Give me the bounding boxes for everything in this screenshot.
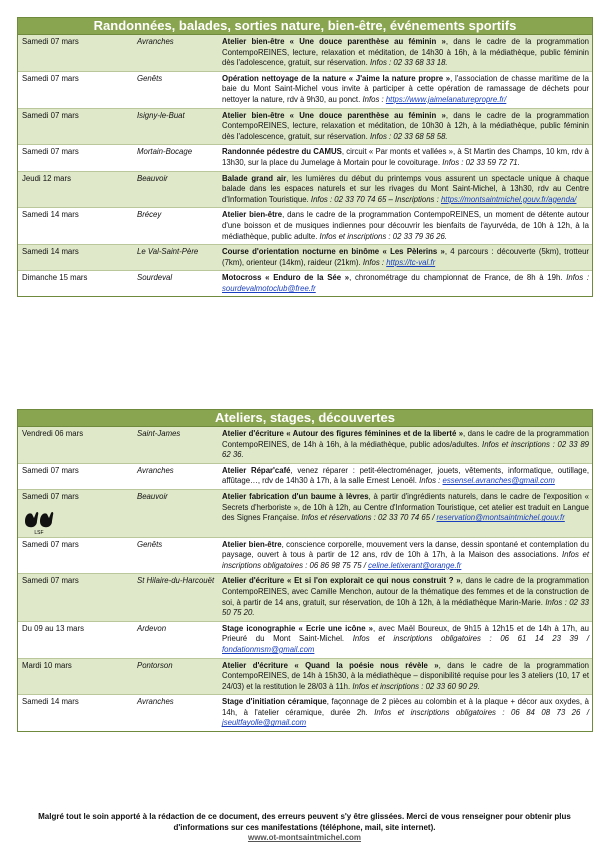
event-date: Samedi 07 mars [22, 73, 79, 83]
event-date-cell [18, 35, 133, 71]
lsf-label: LSF [34, 529, 44, 535]
event-text: , chronométrage du championnat de France, de 8h à 19h. [349, 273, 567, 283]
event-date: Samedi 07 mars [22, 37, 79, 46]
event-town: Sourdeval [133, 271, 218, 297]
event-text: , les lumières du début du printemps vous assurent un spectacle unique à chaque balade dans les espaces naturels et sur les rivages du Mont Saint-Michel, à 13h30, rdv au Centre d'Information Touristique. [222, 173, 589, 204]
event-date-cell [18, 658, 133, 695]
event-description [218, 489, 592, 537]
event-date: Mardi 10 mars [22, 660, 72, 670]
event-text: , l'association de chasse maritime de la baie du Mont Saint-Michel vous invite à participer à cette opération de ramassage de déchets pour nettoyer la nature, rdv à 9h30, au ponct. [222, 73, 589, 104]
event-town: Avranches [133, 695, 218, 731]
event-text: , dans le cadre de la programmation ContempoREINES, de 14h à 16h, à la médiathèque, public ados/adultes. [222, 429, 589, 449]
event-title: Opération nettoyage de la nature « J'aime la nature propre » [222, 73, 451, 83]
event-info: Infos : 02 33 59 72 71. [442, 157, 520, 167]
section-title: Randonnées, balades, sorties nature, bien-être, événements sportifs [18, 18, 592, 35]
event-town: Beauvoir [133, 171, 218, 208]
sign-language-icon [22, 509, 56, 535]
event-info: Infos et réservations : 02 33 70 74 65 / [301, 513, 437, 523]
event-date: Samedi 07 mars [22, 465, 79, 475]
event-title: Atelier bien-être « Une douce parenthèse au féminin » [222, 37, 446, 46]
event-title: Atelier bien-être [222, 210, 283, 220]
event-town: Avranches [133, 463, 218, 489]
event-title: Atelier bien-être [222, 539, 282, 549]
event-info: Infos et inscriptions : 02 33 79 36 26. [319, 231, 447, 241]
event-description [218, 537, 592, 574]
event-info: Infos : 02 33 70 74 65 – Inscriptions : [310, 194, 441, 204]
event-town: Ardevon [133, 621, 218, 658]
event-town: Genêts [133, 71, 218, 108]
event-description [218, 271, 592, 297]
event-text: , dans le cadre de la programmation ContempoREINES, lecture, relaxation et méditation, de 14h30 à 16h, à la médiathèque, public féminin dès l'adolescence, gratuit, sur réservation. [222, 37, 589, 68]
table-row [18, 171, 592, 208]
table-row [18, 71, 592, 108]
event-link[interactable]: fondationmsm@gmail.com [222, 644, 315, 654]
event-date-cell [18, 108, 133, 145]
event-description [218, 108, 592, 145]
event-text: , circuit « Par monts et vallées », à St Martin des Champs, 10 km, rdv à 13h30, sur la place du Jumelage à Mortain pour le covoiturage. [222, 147, 589, 167]
event-title: Course d'orientation nocturne en binôme « Les Pèlerins » [222, 247, 445, 257]
event-title: Balade grand air [222, 173, 287, 183]
disclaimer-text: Malgré tout le soin apporté à la rédaction de ce document, des erreurs peuvent s'y être glissées. Merci de vous renseigner pour obtenir plus d'informations sur ces manifestations (téléphone, mail, site internet). [38, 812, 571, 832]
event-info: Infos et inscriptions obligatoires : 06 86 98 75 75 / [222, 550, 589, 570]
event-info: Infos : [419, 476, 443, 486]
event-title: Atelier d'écriture « Quand la poésie nous révèle » [222, 660, 439, 670]
event-link[interactable]: jseultfayolle@gmail.com [222, 718, 307, 728]
event-title: Stage d'initiation céramique [222, 697, 327, 707]
event-description [218, 208, 592, 245]
table-row [18, 145, 592, 171]
event-date: Dimanche 15 mars [22, 273, 88, 283]
event-date-cell [18, 427, 133, 463]
table-row [18, 658, 592, 695]
event-date: Samedi 14 mars [22, 697, 79, 707]
event-info: Infos : 02 33 68 58 58. [369, 131, 448, 141]
event-text: , dans le cadre de la programmation ContempoREINES, un moment de détente autour d'une boisson et de musiques indiennes pour découvrir les bienfaits de l'ayurvéda, de 10h à 12h, à la médiathèque, public adulte. [222, 210, 589, 241]
event-description [218, 621, 592, 658]
event-description [218, 145, 592, 171]
event-date: Samedi 07 mars [22, 147, 79, 157]
event-description [218, 463, 592, 489]
event-date-cell [18, 574, 133, 621]
event-text: , conscience corporelle, mouvement vers la danse, dessin spontané et contemplation du paysage, ouvert à tous à partir de 12 ans, rdv de 10h à 17h, à la Maison des associations. [222, 539, 589, 560]
event-title: Atelier d'écriture « Autour des figures féminines et de la liberté » [222, 429, 464, 438]
event-link[interactable]: celine.letixerant@orange.fr [368, 560, 462, 570]
event-description [218, 35, 592, 71]
event-town: Genêts [133, 537, 218, 574]
section-ateliers [17, 409, 593, 732]
event-date-cell [18, 245, 133, 271]
section-randonnees [17, 17, 593, 297]
event-date-cell [18, 71, 133, 108]
event-text: , façonnage de 2 pièces au colombin et à la plaque + décor aux oxydes, à 14h, à l'atelier céramique, durée 2h. [222, 697, 589, 717]
event-date: Samedi 07 mars [22, 539, 79, 549]
event-info: Infos : [566, 273, 589, 283]
footer [20, 812, 589, 844]
event-date-cell [18, 695, 133, 731]
event-info: Infos et inscriptions : 02 33 89 62 36. [222, 439, 589, 460]
table-row [18, 271, 592, 297]
event-date: Samedi 07 mars [22, 110, 79, 120]
event-link[interactable]: https://www.jaimelanaturepropre.fr/ [385, 94, 507, 104]
event-description [218, 245, 592, 271]
table-row [18, 245, 592, 271]
event-text: , dans le cadre de la programmation ContempoREINES, avec Camille Menchon, autour de la thématique des femmes et de la construction de soi, à partir de 14 ans, gratuit, sur réservation, de 10h à 12h, à la médiathèque Marin-Marie. [222, 576, 589, 607]
table-row [18, 463, 592, 489]
event-title: Atelier Répar'café [222, 465, 291, 475]
table-row [18, 108, 592, 145]
event-description [218, 71, 592, 108]
event-date-cell [18, 463, 133, 489]
event-info: Infos : [362, 257, 387, 267]
events-table [18, 427, 592, 731]
event-link[interactable]: https://tc-val.fr [386, 257, 436, 267]
event-description [218, 427, 592, 463]
event-town: Avranches [133, 35, 218, 71]
event-town: Brécey [133, 208, 218, 245]
table-row [18, 574, 592, 621]
event-link[interactable]: sourdevalmotoclub@free.fr [222, 283, 316, 293]
table-row [18, 489, 592, 537]
event-description [218, 574, 592, 621]
table-row [18, 208, 592, 245]
event-title: Atelier d'écriture « Et si l'on explorait ce qui nous construit ? » [222, 576, 461, 586]
event-text: , à partir d'ingrédients naturels, dans le cadre de l'exposition « Secrets d'herboriste », de 10h à 12h, au Centre d'Information Touristique, cet atelier est traduit en Langue des Signes Française. [222, 491, 589, 523]
event-date-cell [18, 145, 133, 171]
website-link[interactable]: www.ot-montsaintmichel.com [247, 833, 362, 842]
event-town: Saint-James [133, 427, 218, 463]
event-town: Le Val-Saint-Père [133, 245, 218, 271]
event-text: , 4 parcours : découverte (5km), trotteur (7km), orienteur (14km), raideur (21km). [222, 247, 589, 267]
event-title: Stage iconographie « Ecrie une icône » [222, 623, 374, 633]
event-description [218, 171, 592, 208]
event-date-cell [18, 208, 133, 245]
event-date: Samedi 07 mars [22, 491, 79, 501]
event-title: Atelier bien-être « Une douce parenthèse au féminin » [222, 110, 446, 120]
event-date-cell [18, 537, 133, 574]
events-table [18, 35, 592, 296]
event-date: Samedi 07 mars [22, 576, 79, 586]
table-row [18, 427, 592, 463]
event-town: St Hilaire-du-Harcouët [133, 574, 218, 621]
section-title: Ateliers, stages, découvertes [18, 410, 592, 427]
event-title: Randonnée pédestre du CAMUS [222, 147, 342, 157]
event-title: Motocross « Enduro de la Sée » [222, 273, 350, 283]
event-text: , avec Maël Boureux, de 9h15 à 12h15 et de 14h à 17h, au Prieuré du Mont Saint-Michel. [222, 623, 590, 644]
event-link[interactable]: essensel.avranches@gmail.com [442, 476, 555, 486]
event-date-cell [18, 489, 133, 537]
event-info: Infos et inscriptions obligatoires : 06 61 14 23 39 / [352, 634, 590, 644]
event-date: Samedi 14 mars [22, 247, 79, 257]
event-title: Atelier fabrication d'un baume à lèvres [222, 491, 369, 501]
event-text: , venez réparer : petit-électroménager, jouets, vêtements, informatique, outillage, affûtage…, rdv de 14h30 à 17h, à la salle Ernest Lenoël. [222, 465, 589, 486]
event-info: Infos et inscriptions obligatoires : 06 84 08 73 26 / [374, 707, 589, 717]
event-description [218, 658, 592, 695]
event-info: Infos : 02 33 68 33 18. [369, 58, 448, 68]
event-date-cell [18, 171, 133, 208]
table-row [18, 621, 592, 658]
event-town: Isigny-le-Buat [133, 108, 218, 145]
event-info: Infos : [362, 94, 386, 104]
event-date-cell [18, 271, 133, 297]
event-info: Infos : 02 33 50 75 20. [222, 597, 589, 618]
table-row [18, 35, 592, 71]
table-row [18, 537, 592, 574]
event-date: Jeudi 12 mars [22, 173, 71, 183]
event-date-cell [18, 621, 133, 658]
event-info: Infos et inscriptions : 02 33 60 90 29. [352, 681, 480, 691]
event-date: Samedi 14 mars [22, 210, 79, 220]
event-date: Du 09 au 13 mars [22, 623, 84, 633]
event-town: Mortain-Bocage [133, 145, 218, 171]
event-text: , dans le cadre de la programmation ContempoREINES, lecture, relaxation et méditation, de 10h30 à 12h, à la médiathèque, public féminin dès l'adolescence, gratuit, sur réservation. [222, 110, 589, 141]
event-description [218, 695, 592, 731]
event-link[interactable]: reservation@montsaintmichel.gouv.fr [436, 513, 565, 523]
event-town: Beauvoir [133, 489, 218, 537]
event-date: Vendredi 06 mars [22, 429, 84, 438]
event-link[interactable]: https://montsaintmichel.gouv.fr/agenda/ [440, 194, 577, 204]
event-town: Pontorson [133, 658, 218, 695]
table-row [18, 695, 592, 731]
event-text: , dans le cadre de la programmation ContempoREINES, de 14h à 15h30, à la médiathèque – disponibilité requise pour les 3 ateliers (10, 17 et 24/03) et la restitution le 28/03 à 11h. [222, 660, 589, 691]
